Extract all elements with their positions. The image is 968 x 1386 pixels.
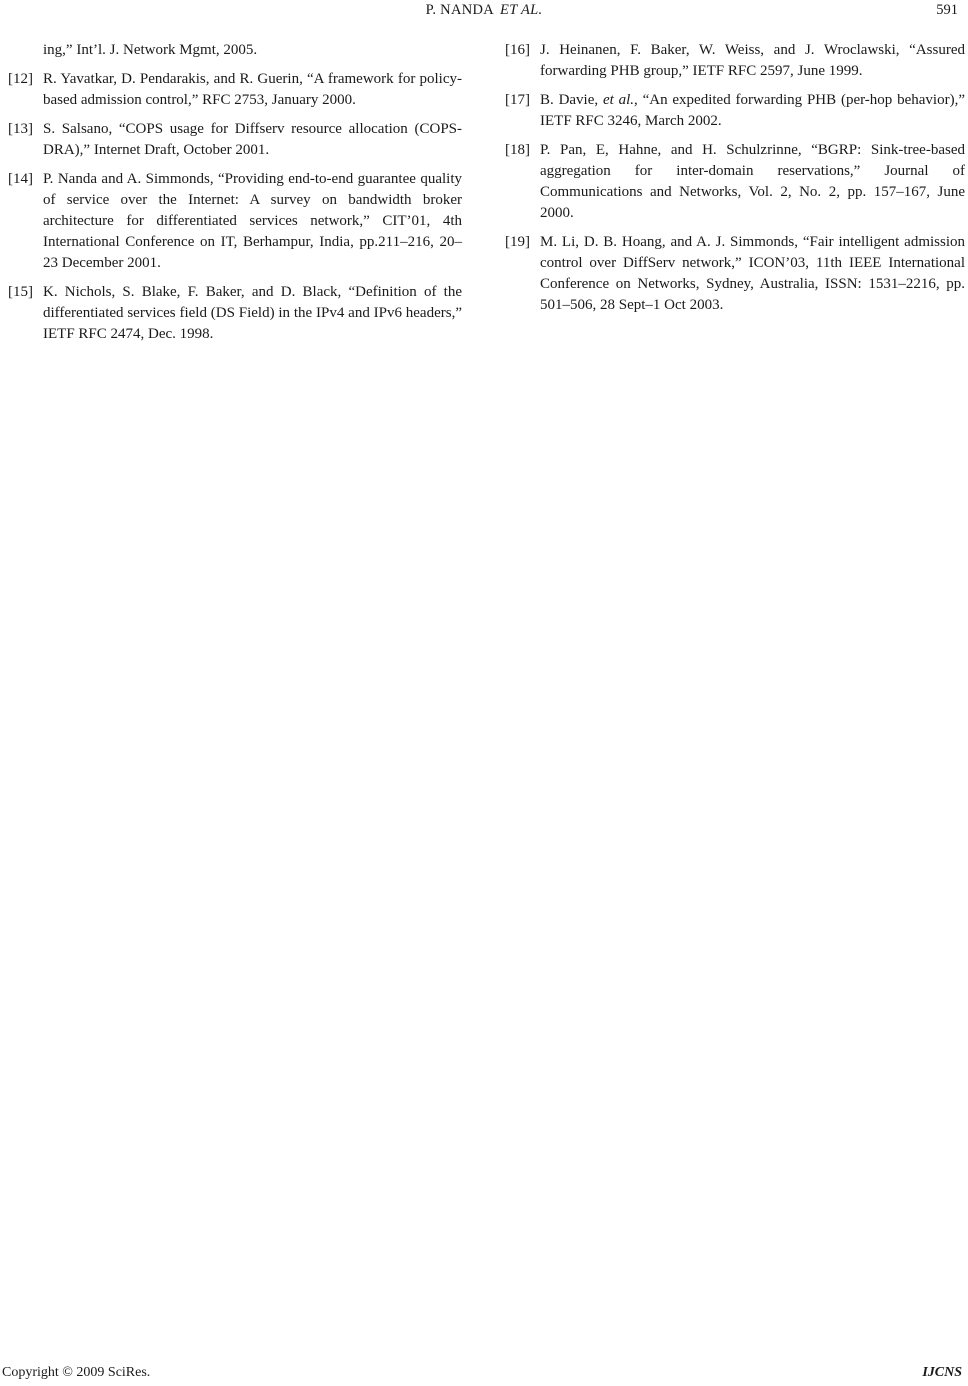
reference-text: J. Heinanen, F. Baker, W. Weiss, and J. Wroclawski, “Assured forwarding PHB group,” IETF RFC 2597, June 1999.	[540, 42, 965, 79]
reference-number: [16]	[505, 42, 530, 58]
reference-14	[8, 169, 462, 274]
reference-text-italic: et al.	[602, 92, 635, 108]
reference-number: [17]	[505, 92, 530, 108]
reference-text: P. Nanda and A. Simmonds, “Providing end-to-end guarantee quality of service over the Internet: A survey on bandwidth broker architecture for differentiated services network,” CIT’01, 4th International Conference on IT, Berhampur, India, pp.211–216, 20–23 December 2001.	[43, 171, 462, 271]
reference-text: P. Pan, E, Hahne, and H. Schulzrinne, “BGRP: Sink-tree-based aggregation for inter-domain reservations,” Journal of Communications and Networks, Vol. 2, No. 2, pp. 157–167, June 2000.	[540, 142, 965, 221]
reference-13	[8, 119, 462, 161]
running-head-author: P. NANDA	[425, 2, 495, 18]
reference-text: K. Nichols, S. Blake, F. Baker, and D. Black, “Definition of the differentiated services field (DS Field) in the IPv4 and IPv6 headers,” IETF RFC 2474, Dec. 1998.	[43, 284, 462, 342]
reference-text-post: , “An expedited forwarding PHB (per-hop behavior),” IETF RFC 3246, March 2002.	[540, 92, 965, 129]
reference-number: [14]	[8, 171, 33, 187]
reference-text: R. Yavatkar, D. Pendarakis, and R. Guerin, “A framework for policy-based admission control,” RFC 2753, January 2000.	[43, 71, 462, 108]
reference-16	[505, 40, 965, 82]
copyright-notice: Copyright © 2009 SciRes.	[2, 1365, 151, 1380]
page-number: 591	[936, 2, 958, 18]
reference-number: [15]	[8, 284, 33, 300]
reference-text: M. Li, D. B. Hoang, and A. J. Simmonds, “Fair intelligent admission control over DiffServ network,” ICON’03, 11th IEEE International Conference on Networks, Sydney, Australia, ISSN: 1531–2216, pp. 501–506, 28 Sept–1 Oct 2003.	[540, 234, 965, 313]
page-footer	[0, 1365, 968, 1385]
right-column	[505, 40, 965, 324]
reference-number: [12]	[8, 71, 33, 87]
reference-17	[505, 90, 965, 132]
reference-text-pre: B. Davie,	[540, 92, 603, 108]
page-header	[0, 0, 968, 24]
reference-number: [19]	[505, 234, 530, 250]
reference-number: [18]	[505, 142, 530, 158]
reference-continuation: ing,” Int’l. J. Network Mgmt, 2005.	[43, 42, 258, 58]
left-column	[8, 40, 462, 353]
reference-text: S. Salsano, “COPS usage for Diffserv resource allocation (COPS-DRA),” Internet Draft, October 2001.	[43, 121, 462, 158]
reference-19	[505, 232, 965, 316]
reference-18	[505, 140, 965, 224]
running-head-etal: ET AL.	[500, 2, 543, 18]
journal-name: IJCNS	[922, 1365, 962, 1380]
reference-number: [13]	[8, 121, 33, 137]
reference-12	[8, 69, 462, 111]
running-head	[0, 2, 968, 19]
reference-15	[8, 282, 462, 345]
